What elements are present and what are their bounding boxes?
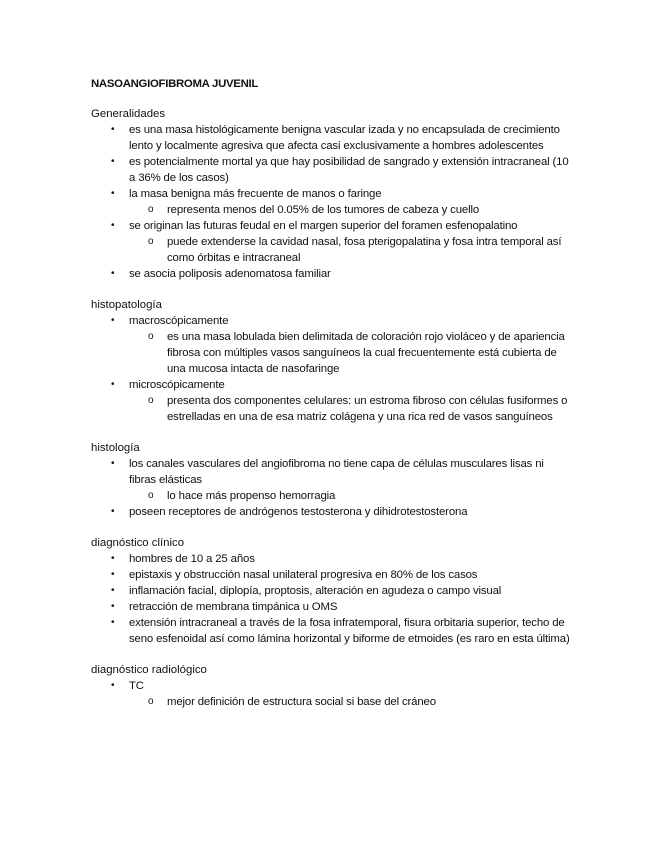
- section-heading: histopatología: [91, 299, 162, 311]
- list-item-text: hombres de 10 a 25 años: [129, 553, 255, 565]
- sub-list-item: [129, 329, 571, 377]
- sub-list-item-text: lo hace más propenso hemorragia: [167, 490, 336, 502]
- bullet-icon: •: [111, 315, 115, 326]
- document-title: NASOANGIOFIBROMA JUVENIL: [91, 78, 259, 90]
- bullet-icon: •: [111, 553, 115, 564]
- section-heading: Generalidades: [91, 108, 166, 120]
- bullet-icon: •: [111, 601, 115, 612]
- bullet-icon: •: [111, 585, 115, 596]
- bullet-icon: •: [111, 156, 115, 167]
- sub-bullet-list: [129, 488, 571, 504]
- list-item-text: epistaxis y obstrucción nasal unilateral progresiva en 80% de los casos: [129, 569, 478, 581]
- bullet-list: [91, 678, 571, 710]
- list-item-text: los canales vasculares del angiofibroma no tiene capa de células musculares lisas ni fibras elásticas: [129, 458, 544, 486]
- bullet-list: [91, 551, 571, 647]
- bullet-list: [91, 313, 571, 425]
- list-item-text: la masa benigna más frecuente de manos o faringe: [129, 188, 382, 200]
- bullet-list: [91, 456, 571, 520]
- document-page: [91, 76, 571, 725]
- bullet-icon: •: [111, 124, 115, 135]
- list-item: [91, 551, 571, 567]
- bullet-list: [91, 122, 571, 282]
- list-item: [91, 313, 571, 377]
- bullet-icon: •: [111, 188, 115, 199]
- circle-bullet-icon: o: [148, 236, 154, 247]
- list-item: [91, 218, 571, 266]
- sub-list-item: [129, 393, 571, 425]
- list-item: [91, 186, 571, 218]
- list-item-text: poseen receptores de andrógenos testosterona y dihidrotestosterona: [129, 506, 468, 518]
- list-item: [91, 567, 571, 583]
- sub-bullet-list: [129, 202, 571, 218]
- section-diagnostico-radiologico: [91, 662, 571, 710]
- bullet-icon: •: [111, 268, 115, 279]
- bullet-icon: •: [111, 680, 115, 691]
- circle-bullet-icon: o: [148, 204, 154, 215]
- list-item: [91, 377, 571, 425]
- sub-list-item-text: es una masa lobulada bien delimitada de coloración rojo violáceo y de apariencia fibrosa con múltiples vasos sanguíneos la cual frecuentemente está cubierta de una mucosa intacta de nasofaringe: [167, 331, 565, 375]
- list-item-text: retracción de membrana timpánica u OMS: [129, 601, 338, 613]
- list-item-text: es potencialmente mortal ya que hay posibilidad de sangrado y extensión intracraneal (10 a 36% de los casos): [129, 156, 569, 184]
- list-item: [91, 266, 571, 282]
- sub-list-item: [129, 488, 571, 504]
- sub-list-item-text: representa menos del 0.05% de los tumores de cabeza y cuello: [167, 204, 480, 216]
- bullet-icon: •: [111, 569, 115, 580]
- section-histologia: [91, 440, 571, 520]
- list-item: [91, 456, 571, 504]
- list-item: [91, 504, 571, 520]
- list-item-text: es una masa histológicamente benigna vascular izada y no encapsulada de crecimiento lento y localmente agresiva que afecta casi exclusivamente a hombres adolescentes: [129, 124, 560, 152]
- list-item-text: macroscópicamente: [129, 315, 229, 327]
- sub-list-item: [129, 202, 571, 218]
- list-item: [91, 583, 571, 599]
- sub-list-item-text: puede extenderse la cavidad nasal, fosa pterigopalatina y fosa intra temporal así como órbitas e intracraneal: [167, 236, 562, 264]
- list-item: [91, 122, 571, 154]
- sub-list-item: [129, 694, 571, 710]
- list-item-text: microscópicamente: [129, 379, 225, 391]
- sub-bullet-list: [129, 694, 571, 710]
- list-item-text: se originan las futuras feudal en el margen superior del foramen esfenopalatino: [129, 220, 518, 232]
- section-generalidades: [91, 106, 571, 282]
- sub-bullet-list: [129, 393, 571, 425]
- section-heading: diagnóstico clínico: [91, 537, 185, 549]
- circle-bullet-icon: o: [148, 490, 154, 501]
- bullet-icon: •: [111, 379, 115, 390]
- sub-bullet-list: [129, 329, 571, 377]
- section-heading: diagnóstico radiológico: [91, 664, 207, 676]
- list-item-text: inflamación facial, diplopía, proptosis, alteración en agudeza o campo visual: [129, 585, 502, 597]
- circle-bullet-icon: o: [148, 395, 154, 406]
- list-item-text: se asocia poliposis adenomatosa familiar: [129, 268, 331, 280]
- section-diagnostico-clinico: [91, 535, 571, 647]
- sub-bullet-list: [129, 234, 571, 266]
- bullet-icon: •: [111, 506, 115, 517]
- bullet-icon: •: [111, 220, 115, 231]
- section-histopatologia: [91, 297, 571, 425]
- list-item: [91, 154, 571, 186]
- bullet-icon: •: [111, 458, 115, 469]
- circle-bullet-icon: o: [148, 696, 154, 707]
- sub-list-item: [129, 234, 571, 266]
- list-item-text: extensión intracraneal a través de la fosa infratemporal, fisura orbitaria superior, techo de seno esfenoidal así como lámina horizontal y biforme de etmoides (es raro en esta última): [129, 617, 570, 645]
- list-item: [91, 599, 571, 615]
- list-item: [91, 678, 571, 710]
- section-heading: histología: [91, 442, 140, 454]
- circle-bullet-icon: o: [148, 331, 154, 342]
- sub-list-item-text: presenta dos componentes celulares: un estroma fibroso con células fusiformes o estrelladas en una de esa matriz colágena y una rica red de vasos sanguíneos: [167, 395, 568, 423]
- sub-list-item-text: mejor definición de estructura social si base del cráneo: [167, 696, 436, 708]
- bullet-icon: •: [111, 617, 115, 628]
- list-item-text: TC: [129, 680, 144, 692]
- list-item: [91, 615, 571, 647]
